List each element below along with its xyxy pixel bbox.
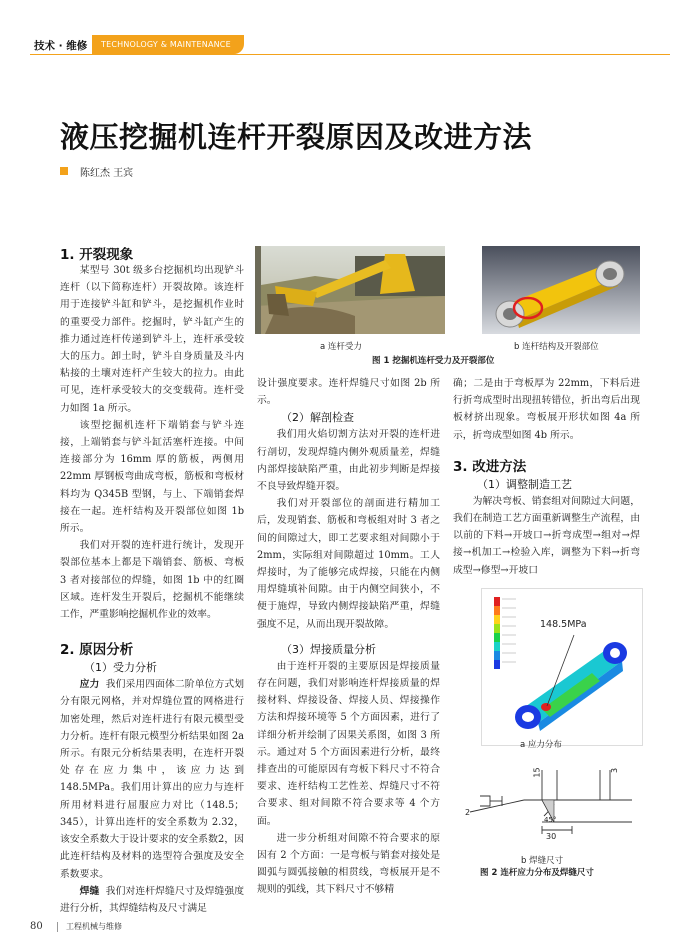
header-rule bbox=[30, 54, 670, 55]
subheading-2-3: （3）焊接质量分析 bbox=[281, 642, 376, 656]
figure1-caption-a: a 连杆受力 bbox=[320, 342, 362, 352]
paragraph bbox=[60, 676, 244, 882]
paragraph: 该型挖掘机连杆下端销套与铲斗连接，上端销套与铲斗缸活塞杆连接。中间连接部分为 16mm 厚的筋板，两侧用 22mm 厚钢板弯曲成弯板，筋板和弯板材料均为 Q345B 型钢，与上、下端销套焊接在一起。连杆结构及开裂部位如图 1b 所示。 bbox=[60, 419, 244, 535]
paragraph: 确；二是由于弯板厚为 22mm，下料后进行折弯成型时出现扭转错位，折出弯后出现板材挤出现象。弯板展开形状如图 4a 所示，折弯成型如图 4b 所示。 bbox=[453, 378, 640, 441]
keyword-weld: 焊缝 bbox=[79, 885, 100, 897]
article-authors: 陈红杰 王宾 bbox=[80, 168, 134, 179]
subheading-3-1: （1）调整制造工艺 bbox=[477, 477, 572, 491]
paragraph: 我们对开裂部位的剖面进行精加工后，发现销套、筋板和弯板组对时 3 者之间的间隙过大，即工艺要求组对间隙小于 2mm，实际组对间隙超过 10mm。工人焊接时，为了能够完成焊接，只能在内侧用焊缝填补间隙。由于内侧空间狭小，不便于施焊，导致内侧焊接缺陷严重，焊缝强度不足，从而出现开裂故障。 bbox=[257, 498, 440, 630]
paragraph bbox=[60, 883, 244, 917]
keyword-stress: 应力 bbox=[79, 679, 100, 691]
subheading-2-1: （1）受力分析 bbox=[84, 661, 157, 675]
dimension-30: 30 bbox=[546, 832, 557, 841]
column-2 bbox=[257, 375, 440, 899]
section-label: 技术 · 维修 bbox=[34, 40, 88, 52]
dimension-15: 15 bbox=[532, 767, 542, 778]
paragraph: 某型号 30t 级多台挖掘机均出现铲斗连杆（以下简称连杆）开裂故障。该连杆用于连接铲斗缸和铲斗，是挖掘机作业时的重要受力部件。挖掘时，铲斗缸产生的推力通过连杆传递到铲斗上，连杆承受较大的压力。卸土时，铲斗自身质量及斗内粘接的土壤对连杆产生较大的拉力。由此可见，连杆承受较大的交变载荷。连杆受力如图 1a 所示。 bbox=[60, 265, 244, 414]
figure1-excavator-photo bbox=[255, 246, 445, 334]
article-title: 液压挖掘机连杆开裂原因及改进方法 bbox=[60, 120, 533, 154]
subheading-2-2: （2）解剖检查 bbox=[281, 411, 354, 425]
page-number: 80 bbox=[30, 921, 43, 932]
footer-separator bbox=[57, 922, 58, 932]
paragraph: 我们对开裂的连杆进行统计，发现开裂部位基本上都是下端销套、筋板、弯板 3 者对接部位的焊缝，如图 1b 中的红圈区域。连杆发生开裂后，挖掘机不能继续工作，严重影响挖掘机作业的效率。 bbox=[60, 540, 244, 621]
journal-name: 工程机械与维修 bbox=[66, 922, 122, 931]
paragraph-text: 我们对连杆焊缝尺寸及焊缝强度进行分析，其焊缝结构及尺寸满足 bbox=[60, 885, 245, 914]
figure2-caption-a: a 应力分布 bbox=[520, 740, 562, 750]
figure1-link-render bbox=[482, 246, 640, 334]
heading-1: 1. 开裂现象 bbox=[60, 247, 134, 263]
paragraph: 我们用火焰切割方法对开裂的连杆进行剖切，发现焊缝内侧外观质量差，焊缝内部焊接缺陷严重，由此初步判断是焊接不良导致焊缝开裂。 bbox=[257, 429, 440, 493]
column-3 bbox=[453, 375, 640, 579]
author-marker bbox=[60, 167, 68, 175]
stress-value-label: 148.5MPa bbox=[540, 619, 587, 630]
figure1-caption: 图 1 挖掘机连杆受力及开裂部位 bbox=[372, 356, 495, 366]
paragraph: 进一步分析组对间隙不符合要求的原因有 2 个方面：一是弯板与销套对接处是圆弧与圆弧接触的相贯线，弯板展开是不规则的弧线，其下料尺寸不够精 bbox=[257, 832, 440, 896]
column-1 bbox=[60, 246, 244, 917]
paragraph-text: 我们采用四面体二阶单位方式划分有限元网格，并对焊缝位置的网格进行加密处理，然后对连杆进行有限元模型受力分析。连杆有限元模型分析结果如图 2a 所示。有限元分析结果表明，在连杆开裂处存在应力集中，该应力达到 148.5MPa。我们用计算出的应力与连杆所用材料进行屈服应力对比（148.5；345），计算出连杆的安全系数为 2.32，该安全系数大于设计要求的安全系数2，因此连杆结构及材料的选型符合强度及安全系数要求。 bbox=[60, 679, 245, 880]
figure2-caption-b: b 焊缝尺寸 bbox=[521, 856, 564, 866]
figure1-caption-b: b 连杆结构及开裂部位 bbox=[514, 342, 599, 352]
heading-2: 2. 原因分析 bbox=[60, 642, 134, 659]
figure2-stress-plot bbox=[481, 588, 643, 746]
dimension-3: 3 bbox=[610, 767, 620, 774]
paragraph: 为解决弯板、销套组对间隙过大问题，我们在制造工艺方面重新调整生产流程，由以前的下料→开坡口→折弯成型→组对→焊接→机加工→检验入库，调整为下料→折弯成型→修型→开坡口 bbox=[453, 495, 640, 576]
dimension-2: 2 bbox=[465, 808, 471, 817]
figure2-caption: 图 2 连杆应力分布及焊缝尺寸 bbox=[480, 868, 594, 878]
figure2-weld-drawing bbox=[462, 760, 632, 852]
paragraph: 由于连杆开裂的主要原因是焊接质量存在问题，我们对影响连杆焊接质量的焊接材料、焊接设备、焊接人员、焊接操作方法和焊接环境等 5 个方面因素，进行了详细分析并绘制了因果关系图，如图 3 所示。通过对 5 个方面因素进行分析，最终排查出的可能原因有弯板下料尺寸不符合要求、连杆结构工艺性差、焊缝尺寸不符合要求、组对间隙不符合要求等 4 个方面。 bbox=[257, 660, 440, 827]
dimension-45: 45° bbox=[544, 816, 557, 824]
heading-3: 3. 改进方法 bbox=[453, 458, 527, 475]
paragraph: 设计强度要求。连杆焊缝尺寸如图 2b 所示。 bbox=[257, 378, 440, 407]
section-tag: TECHNOLOGY & MAINTENANCE bbox=[92, 35, 244, 54]
